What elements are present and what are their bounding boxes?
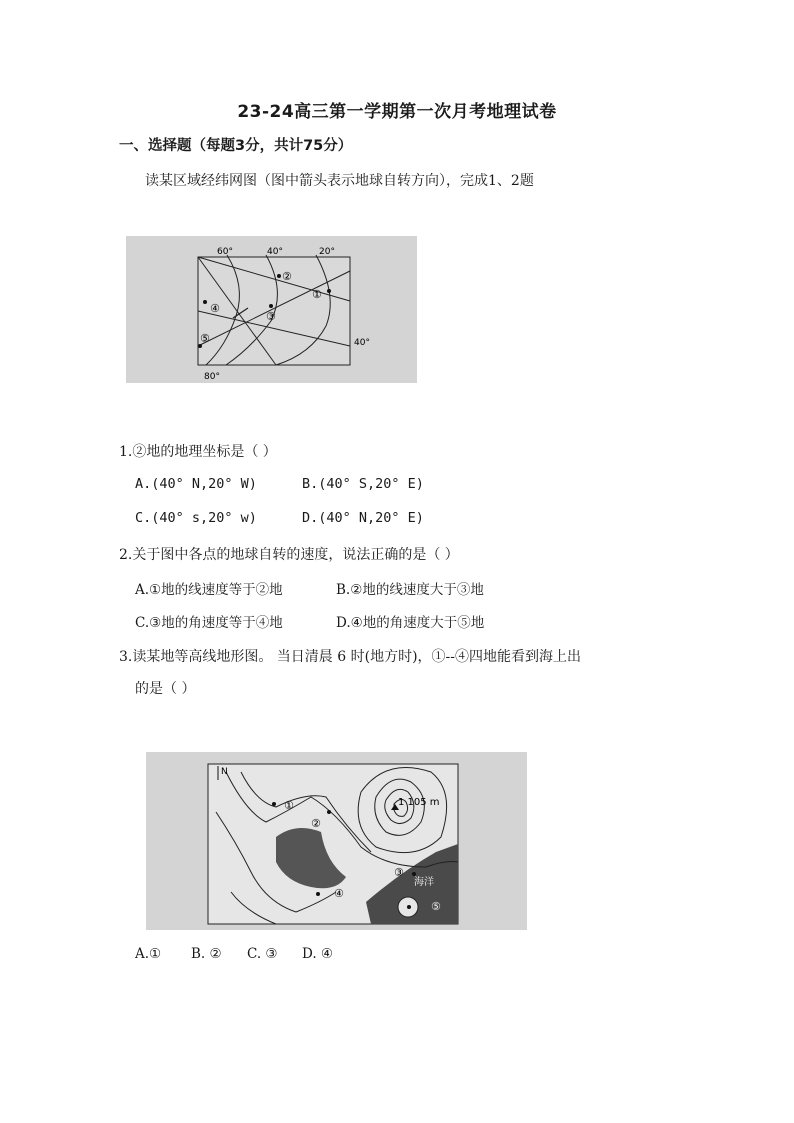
map-point-1: ① xyxy=(284,799,294,812)
q3-option-d: D. ④ xyxy=(302,946,334,962)
label-60: 60° xyxy=(217,247,233,257)
q3-option-a: A.① xyxy=(135,946,162,962)
q1-option-a: A.(40° N,20° W) xyxy=(135,476,257,492)
map-point-2: ② xyxy=(311,817,321,830)
section-heading: 一、选择题（每题3分，共计75分） xyxy=(119,138,353,154)
map-point-5: ⑤ xyxy=(431,900,441,913)
contour-map-figure xyxy=(146,752,527,930)
q2-stem: 2.关于图中各点的地球自转的速度，说法正确的是（ ） xyxy=(119,547,459,563)
north-label: N xyxy=(221,767,228,777)
lat-long-grid-figure xyxy=(126,236,417,383)
point-5: ⑤ xyxy=(200,332,210,345)
q3-stem-line1: 3.读某地等高线地形图。 当日清晨 6 时(地方时)，①--④四地能看到海上出 xyxy=(119,649,581,665)
q1-option-d: D.(40° N,20° E) xyxy=(302,510,424,526)
sea-label: 海洋 xyxy=(414,877,434,888)
peak-elevation: 1 105 m xyxy=(398,797,440,808)
map-point-4: ④ xyxy=(334,887,344,900)
label-40-top: 40° xyxy=(267,247,283,257)
map-point-3: ③ xyxy=(394,866,404,879)
q3-option-c: C. ③ xyxy=(247,946,278,962)
point-4: ④ xyxy=(210,302,220,315)
q2-option-b: B.②地的线速度大于③地 xyxy=(336,582,484,598)
q1-stem: 1.②地的地理坐标是（ ） xyxy=(119,444,277,460)
label-20: 20° xyxy=(319,247,335,257)
point-2: ② xyxy=(282,270,292,283)
point-1: ① xyxy=(312,288,322,301)
point-3: ③ xyxy=(266,310,276,323)
page-title: 23-24高三第一学期第一次月考地理试卷 xyxy=(237,102,557,122)
label-40-right: 40° xyxy=(354,338,370,348)
q3-stem-line2: 的是（ ） xyxy=(135,681,196,697)
q1-option-c: C.(40° s,20° w) xyxy=(135,510,257,526)
q2-option-a: A.①地的线速度等于②地 xyxy=(135,582,283,598)
intro-text: 读某区域经纬网图（图中箭头表示地球自转方向），完成1、2题 xyxy=(145,173,534,189)
q3-option-b: B. ② xyxy=(191,946,222,962)
q1-option-b: B.(40° S,20° E) xyxy=(302,476,424,492)
q2-option-c: C.③地的角速度等于④地 xyxy=(135,615,283,631)
label-80: 80° xyxy=(204,372,220,382)
q2-option-d: D.④地的角速度大于⑤地 xyxy=(336,615,485,631)
